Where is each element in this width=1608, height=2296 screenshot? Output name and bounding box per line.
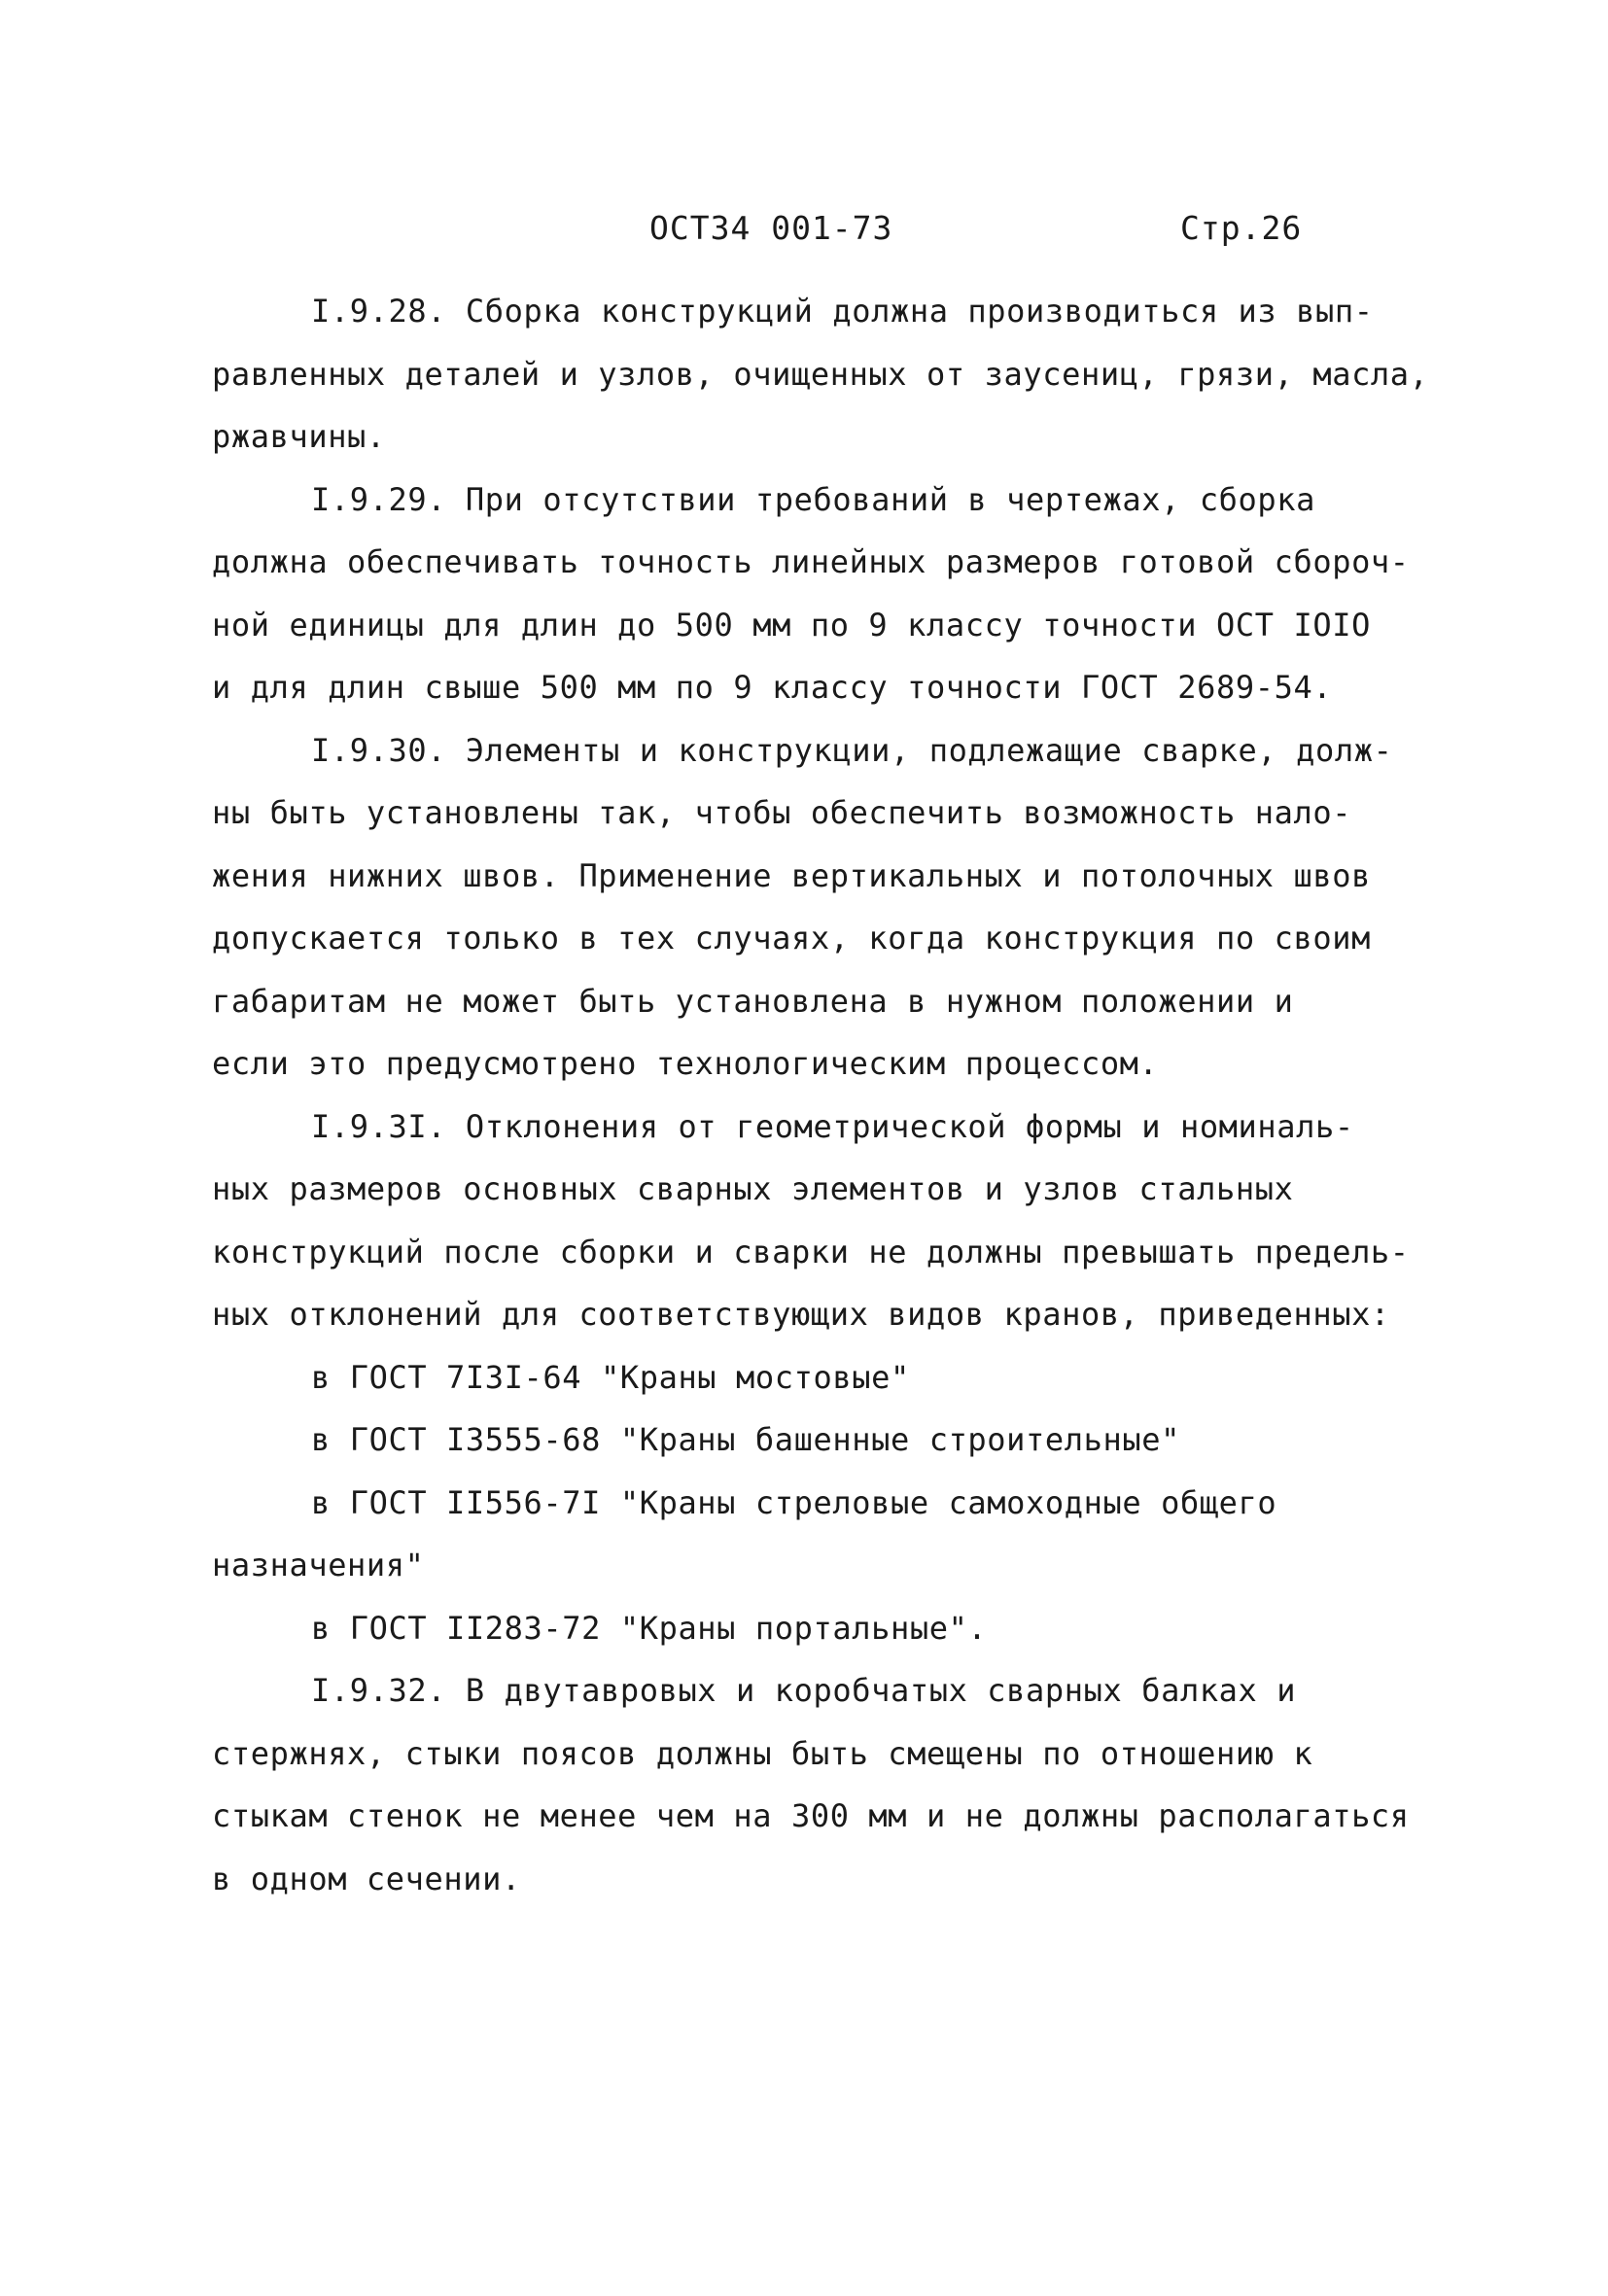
text-line: I.9.29. При отсутствии требований в чертежах, сборка (311, 480, 1316, 518)
text-line: стержнях, стыки поясов должны быть смещены по отношению к (212, 1734, 1313, 1772)
page-header (0, 209, 1608, 258)
text-line: допускается только в тех случаях, когда конструкция по своим (212, 920, 1371, 957)
text-line: ных отклонений для соответствующих видов кранов, приведенных: (212, 1296, 1390, 1333)
text-line: назначения" (212, 1547, 425, 1583)
text-line: ржавчины. (212, 418, 386, 455)
text-line: в ГОСТ II556-7I "Краны стреловые самоходные общего (311, 1483, 1277, 1521)
text-line: если это предусмотрено технологическим процессом. (212, 1045, 1159, 1082)
text-line: конструкций после сборки и сварки не должны превышать предель- (212, 1233, 1410, 1270)
text-line: I.9.32. В двутавровых и коробчатых сварных балках и (311, 1672, 1297, 1709)
text-line: в одном сечении. (212, 1860, 521, 1897)
text-line: габаритам не может быть установлена в нужном положении и (212, 982, 1294, 1020)
text-line: в ГОСТ II283-72 "Краны портальные". (311, 1609, 988, 1647)
text-line: и для длин свыше 500 мм по 9 классу точности ГОСТ 2689-54. (212, 669, 1333, 706)
text-line: в ГОСТ 7I3I-64 "Краны мостовые" (311, 1358, 910, 1396)
text-line: I.9.30. Элементы и конструкции, подлежащие сварке, долж- (311, 731, 1393, 769)
text-line: в ГОСТ I3555-68 "Краны башенные строительные" (311, 1421, 1180, 1458)
page-number: Стр.26 (1180, 209, 1303, 247)
text-line: ных размеров основных сварных элементов и узлов стальных (212, 1170, 1294, 1207)
text-line: стыкам стенок не менее чем на 300 мм и не должны располагаться (212, 1797, 1410, 1834)
text-line: I.9.28. Сборка конструкций должна производиться из вып- (311, 293, 1374, 330)
text-line: ной единицы для длин до 500 мм по 9 классу точности ОСТ IOIO (212, 606, 1371, 644)
text-line: равленных деталей и узлов, очищенных от заусениц, грязи, масла, (212, 355, 1429, 393)
text-line: I.9.3I. Отклонения от геометрической формы и номиналь- (311, 1107, 1354, 1145)
text-line: жения нижних швов. Применение вертикальных и потолочных швов (212, 856, 1371, 894)
text-line: должна обеспечивать точность линейных размеров готовой сбороч- (212, 543, 1410, 580)
document-code: ОСТ34 001-73 (649, 209, 893, 247)
document-body (212, 280, 1429, 1910)
text-line: ны быть установлены так, чтобы обеспечить возможность нало- (212, 794, 1352, 831)
